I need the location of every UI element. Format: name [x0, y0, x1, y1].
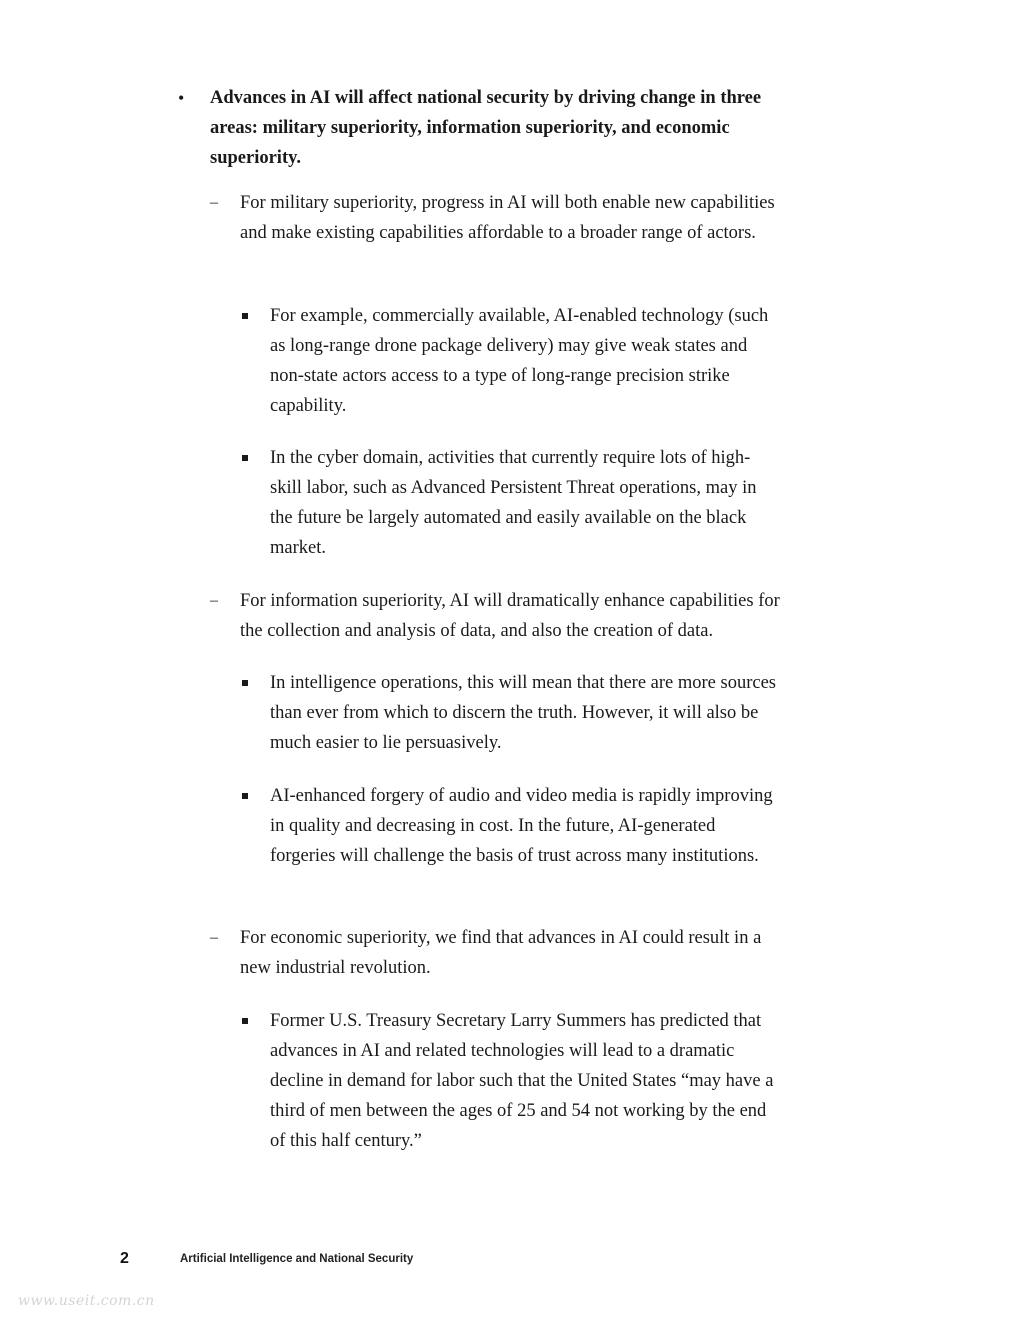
dash-text: For information superiority, AI will dramatically enhance capabilities for the collection and analysis of data, and also the creation of data. [240, 591, 780, 641]
watermark: www.useit.com.cn [18, 1293, 155, 1309]
dash-marker: – [210, 592, 218, 609]
bullet-marker: • [178, 88, 185, 108]
square-bullet-icon [242, 455, 248, 461]
running-footer-title: Artificial Intelligence and National Security [180, 1253, 414, 1265]
page-number: 2 [120, 1250, 129, 1267]
square-bullet-icon [242, 1018, 248, 1024]
bullet-text: Advances in AI will affect national security by driving change in three areas: military superiority, information superiority, and economic superiority. [210, 88, 762, 168]
square-bullet-icon [242, 793, 248, 799]
dash-marker: – [210, 929, 218, 946]
square-item-drone-delivery [270, 301, 776, 421]
dash-item-information-superiority [210, 586, 782, 646]
square-item-text: In intelligence operations, this will mean that there are more sources than ever from which to discern the truth. However, it will also be much easier to lie persuasively. [270, 673, 777, 753]
square-item-text: Former U.S. Treasury Secretary Larry Summers has predicted that advances in AI and related technologies will lead to a dramatic decline in demand for labor such that the United States “may have a third of men between the ages of 25 and 54 not working by the end of this half century.” [270, 1011, 774, 1151]
dash-text: For economic superiority, we find that advances in AI could result in a new industrial revolution. [240, 928, 762, 978]
square-item-text: AI-enhanced forgery of audio and video media is rapidly improving in quality and decreasing in cost. In the future, AI-generated forgeries will challenge the basis of trust across many institutions. [270, 786, 773, 866]
dash-item-economic-superiority [210, 923, 782, 983]
square-item-text: For example, commercially available, AI-enabled technology (such as long-range drone package delivery) may give weak states and non-state actors access to a type of long-range precision strike capability. [270, 306, 769, 416]
square-bullet-icon [242, 313, 248, 319]
dash-text: For military superiority, progress in AI will both enable new capabilities and make existing capabilities affordable to a broader range of actors. [240, 193, 775, 243]
square-item-forgery [270, 781, 776, 871]
square-item-summers-prediction [270, 1006, 776, 1156]
bullet-item-three-areas [178, 83, 770, 173]
dash-marker: – [210, 194, 218, 211]
dash-item-military-superiority [210, 188, 782, 248]
square-item-cyber-domain [270, 443, 776, 563]
square-item-text: In the cyber domain, activities that currently require lots of high-skill labor, such as Advanced Persistent Threat operations, may in the future be largely automated and easily available on the black market. [270, 448, 757, 558]
square-bullet-icon [242, 680, 248, 686]
square-item-intelligence-operations [270, 668, 776, 758]
